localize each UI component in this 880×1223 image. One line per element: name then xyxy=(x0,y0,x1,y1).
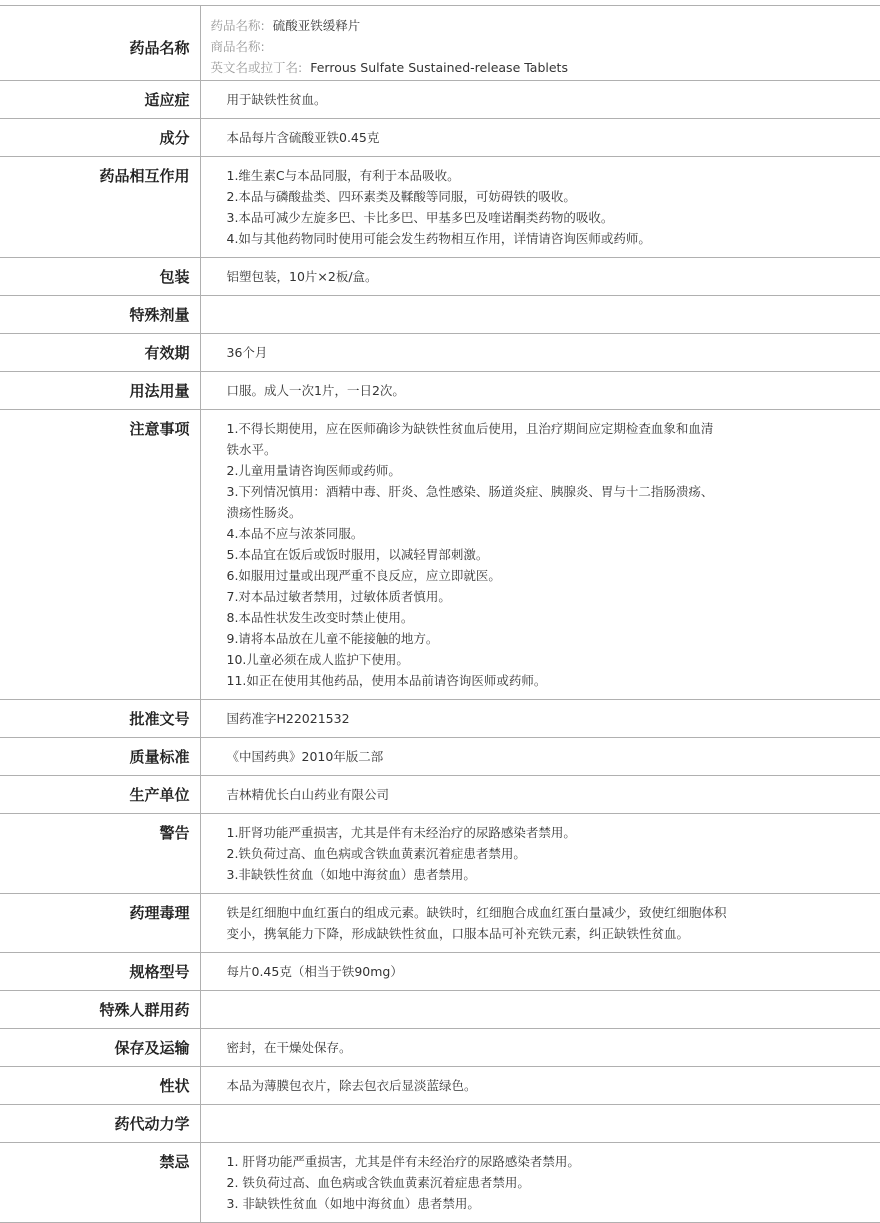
row-value xyxy=(200,776,880,814)
generic-name-line xyxy=(211,15,791,36)
row-value xyxy=(200,81,880,119)
english-name-line xyxy=(211,57,791,78)
table-row xyxy=(0,1143,880,1223)
drug-name-values xyxy=(200,6,880,81)
row-label: 禁忌 xyxy=(0,1143,200,1223)
row-label: 规格型号 xyxy=(0,953,200,991)
table-row xyxy=(0,119,880,157)
row-label: 特殊人群用药 xyxy=(0,991,200,1029)
row-value-line: 4.如与其他药物同时使用可能会发生药物相互作用，详情请咨询医师或药师。 xyxy=(226,231,651,246)
row-value-line: 吉林精优长白山药业有限公司 xyxy=(226,787,390,802)
row-value xyxy=(200,410,880,700)
row-label: 药代动力学 xyxy=(0,1105,200,1143)
row-value-line: 2.儿童用量请咨询医师或药师。 xyxy=(226,463,401,478)
row-value xyxy=(200,700,880,738)
row-label: 保存及运输 xyxy=(0,1029,200,1067)
row-value-line: 本品为薄膜包衣片，除去包衣后显淡蓝绿色。 xyxy=(226,1078,477,1093)
row-value xyxy=(200,296,880,334)
row-value-line: 3.下列情况慎用：酒精中毒、肝炎、急性感染、肠道炎症、胰腺炎、胃与十二指肠溃疡、 xyxy=(226,484,714,499)
table-row xyxy=(0,814,880,894)
row-value xyxy=(200,991,880,1029)
row-value xyxy=(200,814,880,894)
row-label: 警告 xyxy=(0,814,200,894)
row-value-line: 36个月 xyxy=(226,345,268,360)
row-value-line: 本品每片含硫酸亚铁0.45克 xyxy=(226,130,380,145)
row-value-line: 2.本品与磷酸盐类、四环素类及鞣酸等同服，可妨碍铁的吸收。 xyxy=(226,189,576,204)
row-label: 包装 xyxy=(0,258,200,296)
row-label: 注意事项 xyxy=(0,410,200,700)
row-value-line: 3.非缺铁性贫血（如地中海贫血）患者禁用。 xyxy=(226,867,476,882)
trade-name-line xyxy=(211,36,791,57)
row-value-line: 《中国药典》2010年版二部 xyxy=(226,749,384,764)
row-value-line: 每片0.45克（相当于铁90mg） xyxy=(226,964,403,979)
row-label: 生产单位 xyxy=(0,776,200,814)
row-value-line: 1.不得长期使用，应在医师确诊为缺铁性贫血后使用，且治疗期间应定期检查血象和血清 xyxy=(226,421,714,436)
row-value-line: 1.肝肾功能严重损害，尤其是伴有未经治疗的尿路感染者禁用。 xyxy=(226,825,576,840)
table-row xyxy=(0,991,880,1029)
row-label: 用法用量 xyxy=(0,372,200,410)
table-row xyxy=(0,1105,880,1143)
row-value xyxy=(200,1067,880,1105)
row-value-line: 铁是红细胞中血红蛋白的组成元素。缺铁时，红细胞合成血红蛋白量减少，致使红细胞体积 xyxy=(226,905,727,920)
table-row xyxy=(0,1067,880,1105)
row-value-line: 2. 铁负荷过高、血色病或含铁血黄素沉着症患者禁用。 xyxy=(226,1175,530,1190)
table-row xyxy=(0,894,880,953)
row-value-line: 7.对本品过敏者禁用，过敏体质者慎用。 xyxy=(226,589,451,604)
english-name-label: 英文名或拉丁名: xyxy=(210,60,303,75)
row-value-line: 10.儿童必须在成人监护下使用。 xyxy=(226,652,409,667)
row-value xyxy=(200,1029,880,1067)
row-label: 特殊剂量 xyxy=(0,296,200,334)
row-value-line: 口服。成人一次1片，一日2次。 xyxy=(226,383,405,398)
row-value-line: 4.本品不应与浓茶同服。 xyxy=(226,526,364,541)
table-row xyxy=(0,334,880,372)
row-value xyxy=(200,157,880,258)
row-value xyxy=(200,1143,880,1223)
row-value-line: 铁水平。 xyxy=(226,442,277,457)
row-value xyxy=(200,738,880,776)
row-label: 性状 xyxy=(0,1067,200,1105)
generic-name-label: 药品名称: xyxy=(210,18,265,33)
generic-name-value: 硫酸亚铁缓释片 xyxy=(272,18,361,33)
row-value-line: 3. 非缺铁性贫血（如地中海贫血）患者禁用。 xyxy=(226,1196,480,1211)
english-name-value: Ferrous Sulfate Sustained-release Tablets xyxy=(310,60,568,75)
row-value-line: 密封，在干燥处保存。 xyxy=(226,1040,352,1055)
drug-info-table-body xyxy=(0,6,880,1223)
row-value-line: 1.维生素C与本品同服，有利于本品吸收。 xyxy=(226,168,460,183)
row-value-line: 6.如服用过量或出现严重不良反应，应立即就医。 xyxy=(226,568,501,583)
table-row xyxy=(0,81,880,119)
row-value xyxy=(200,119,880,157)
table-row xyxy=(0,258,880,296)
table-row-drug-name xyxy=(0,6,880,81)
row-value-line: 9.请将本品放在儿童不能接触的地方。 xyxy=(226,631,439,646)
row-value-line: 2.铁负荷过高、血色病或含铁血黄素沉着症患者禁用。 xyxy=(226,846,526,861)
row-label: 药品相互作用 xyxy=(0,157,200,258)
table-row xyxy=(0,157,880,258)
table-row xyxy=(0,372,880,410)
table-row xyxy=(0,776,880,814)
row-label: 批准文号 xyxy=(0,700,200,738)
row-value xyxy=(200,894,880,953)
trade-name-label: 商品名称: xyxy=(210,39,265,54)
row-label: 成分 xyxy=(0,119,200,157)
row-value xyxy=(200,372,880,410)
row-value xyxy=(200,334,880,372)
row-label: 质量标准 xyxy=(0,738,200,776)
table-row xyxy=(0,296,880,334)
table-row xyxy=(0,953,880,991)
row-value-line: 国药准字H22021532 xyxy=(226,711,350,726)
row-label: 适应症 xyxy=(0,81,200,119)
drug-info-table xyxy=(0,5,880,1223)
table-row xyxy=(0,410,880,700)
table-row xyxy=(0,1029,880,1067)
row-value-line: 11.如正在使用其他药品，使用本品前请咨询医师或药师。 xyxy=(226,673,547,688)
row-label: 有效期 xyxy=(0,334,200,372)
row-value xyxy=(200,953,880,991)
row-value-line: 变小，携氧能力下降，形成缺铁性贫血，口服本品可补充铁元素，纠正缺铁性贫血。 xyxy=(226,926,690,941)
row-label: 药理毒理 xyxy=(0,894,200,953)
table-row xyxy=(0,700,880,738)
table-row xyxy=(0,738,880,776)
row-value-line: 溃疡性肠炎。 xyxy=(226,505,302,520)
row-value-line: 1. 肝肾功能严重损害，尤其是伴有未经治疗的尿路感染者禁用。 xyxy=(226,1154,580,1169)
row-value-line: 3.本品可减少左旋多巴、卡比多巴、甲基多巴及喹诺酮类药物的吸收。 xyxy=(226,210,614,225)
row-value-line: 8.本品性状发生改变时禁止使用。 xyxy=(226,610,414,625)
row-value xyxy=(200,1105,880,1143)
row-value xyxy=(200,258,880,296)
row-label: 药品名称 xyxy=(0,6,200,81)
row-value-line: 用于缺铁性贫血。 xyxy=(226,92,327,107)
row-value-line: 铝塑包装，10片×2板/盒。 xyxy=(226,269,378,284)
row-value-line: 5.本品宜在饭后或饭时服用，以减轻胃部刺激。 xyxy=(226,547,489,562)
